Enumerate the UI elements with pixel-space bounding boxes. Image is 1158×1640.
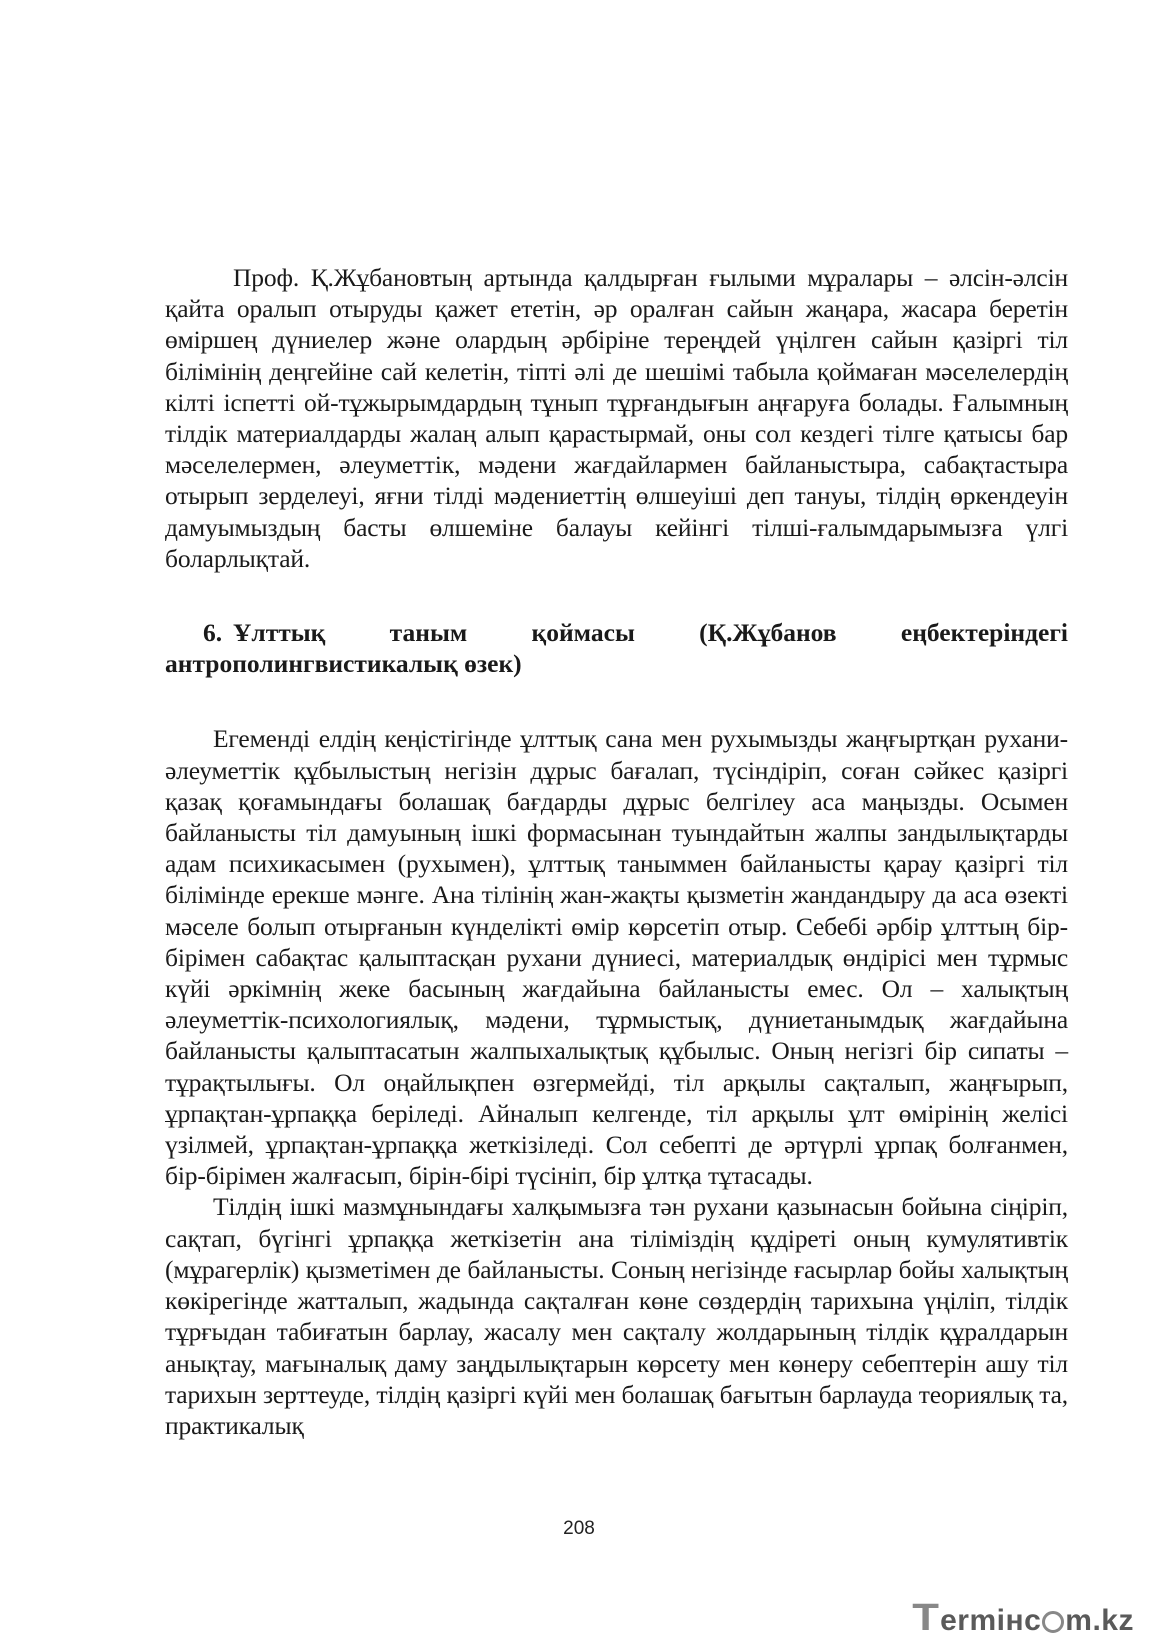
paragraph-3: Тілдің ішкі мазмұнындағы халқымызға тән рухани қазынасын бойына сіңіріп, сақтап, бүгінгі ұрпаққа жеткізетін ана тіліміздің құдіреті оның кумулятивтік (мұрагерлік) қызметімен де байланысты. Соның негізінде ғасырлар бойы халықтың көкірегінде жатталып, жадында сақталған көне сөздердің тарихына үңіліп, тілдік тұрғыдан табиғатын барлау, жасалу мен сақталу жолдарының тілдік құралдарын анықтау, мағыналық даму заңдылықтарын көрсету мен көнеру себептерін ашу тіл тарихын зерттеуде, тілдің қазіргі күйі мен болашақ бағытын барлауда теориялық та, практикалық	[165, 1192, 1068, 1440]
watermark-text-1: ermінc	[940, 1604, 1042, 1637]
section-number: 6.	[203, 618, 223, 648]
paragraph-2: Егеменді елдің кеңістігінде ұлттық сана мен рухымызды жаңғыртқан рухани-әлеуметтік құбылыстың негізін дұрыс бағалап, түсіндіріп, соған сәйкес қазіргі қазақ қоғамындағы болашақ бағдарды дұрыс белгілеу аса маңызды. Осымен байланысты тіл дамуының ішкі формасынан туындайтын жалпы зандылықтарды адам психикасымен (рухымен), ұлттық таныммен байланысты қарау қазіргі тіл білімінде ерекше мәнге. Ана тілінің жан-жақты қызметін жандандыру да аса өзекті мәселе болып отырғанын күнделікті өмір көрсетіп отыр. Себебі әрбір ұлттың бір-бірімен сабақтас қалыптасқан рухани дүниесі, материалдық өндірісі мен тұрмыс күйі әркімнің жеке басының жағдайына байланысты емес. Ол – халықтың әлеуметтік-психологиялық, мәдени, тұрмыстық, дүниетанымдық жағдайына байланысты қалыптасатын жалпыхалықтық құбылыс. Оның негізгі бір сипаты – тұрақтылығы. Ол оңайлықпен өзгермейді, тіл арқылы сақталып, жаңғырып, ұрпақтан-ұрпаққа беріледі. Айналып келгенде, тіл арқылы ұлт өмірінің желісі үзілмей, ұрпақтан-ұрпаққа жеткізіледі. Сол себепті де әртүрлі ұрпақ болғанмен, бір-бірімен жалғасып, бірін-бірі түсініп, бір ұлтқа тұтасады.	[165, 724, 1068, 1191]
section-heading	[165, 617, 1068, 679]
termincom-watermark-logo	[914, 1597, 1134, 1640]
paragraph-1: Проф. Қ.Жұбановтың артында қалдырған ғылыми мұралары – әлсін-әлсін қайта оралып отыруды қажет ететін, әр оралған сайын жаңара, жасара беретін өміршең дүниелер және олардың әрбіріне тереңдей үңілген сайын қазіргі тіл білімінің деңгейіне сай келетін, тіпті әлі де шешімі табыла қоймаған мәселелердің кілті іспетті ой-тұжырымдардың тұнып тұрғандығын аңғаруға болады. Ғалымның тілдік материалдарды жалаң алып қарастырмай, оны сол кездегі тілге қатысы бар мәселелермен, әлеуметтік, мәдени жағдайлармен байланыстыра, сабақтастыра отырып зерделеуі, яғни тілді мәдениеттің өлшеуіші деп тануы, тілдің өркендеуін дамуымыздың басты өлшеміне балауы кейінгі тілші-ғалымдарымызға үлгі боларлықтай.	[165, 263, 1068, 573]
watermark-o-circle-icon	[1042, 1611, 1064, 1633]
section-title: Ұлттық таным қоймасы (Қ.Жұбанов еңбектеріндегі антрополингвистикалық өзек)	[165, 618, 1068, 679]
page-body	[165, 262, 1068, 1441]
page-number: 208	[563, 1518, 595, 1539]
watermark-t: T	[912, 1597, 940, 1639]
spacer	[165, 679, 1068, 723]
watermark-text-2: m.kz	[1065, 1604, 1134, 1637]
